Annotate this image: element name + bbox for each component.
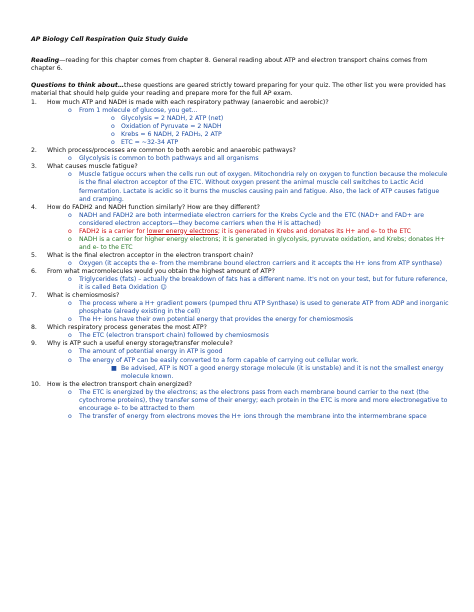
answer-item: o Glycolysis is common to both pathways and all organisms [68,155,259,163]
question-text: What is chemiosmosis? [47,292,120,300]
answer-item: o Muscle fatigue occurs when the cells run out of oxygen. Mitochondria rely on oxygen to function because the molecule is the final electron acceptor of the ETC. Without oxygen present the animal muscle cell switches to Lactic Acid fermentation. Lactate is acidic so it burns the muscles causing pain and fatigue. Also, the lack of ATP causes fatigue and cramping. [68,171,448,203]
question-text: How do FADH2 and NADH function similarly? How are they different? [47,203,260,211]
underlined-phrase: lower energy electrons [146,227,218,235]
answer-subitem: ■ Be advised, ATP is NOT a good energy storage molecule (it is unstable) and it is not the smallest energy molecule known. [111,364,444,380]
bullet-icon: o [68,235,72,243]
answer-item: o The H+ ions have their own potential energy that provides the energy for chemiosmosis [68,316,354,324]
bullet-icon: o [68,348,72,356]
bullet-icon: o [68,259,72,267]
questions-intro-paragraph [31,82,449,98]
answer-item: o Oxygen (it accepts the e- from the membrane bound electron carriers and it accepts the H+ ions from ATP synthase) [68,259,443,267]
bullet-icon: o [68,316,72,324]
answer-item: o The transfer of energy from electrons moves the H+ ions through the membrane into the intermembrane space [68,412,427,420]
reading-label: Reading [31,57,60,64]
bullet-icon: o [68,276,72,284]
answer-item: o The energy of ATP can be easily converted to a form capable of carrying out cellular work. [68,356,359,364]
answer-subitem: o ETC = ~32-34 ATP [111,139,179,147]
bullet-icon: o [68,171,72,179]
bullet-icon: o [68,388,72,396]
question-text: How is the electron transport chain energized? [47,380,192,388]
answer-item: o NADH and FADH2 are both intermediate electron carriers for the Krebs Cycle and the ETC (NAD+ and FAD+ are considered electron acceptors—they become carriers when the H is attached) [68,211,424,227]
answer-item: o The ETC is energized by the electrons; as the electrons pass from each membrane bound carrier to the next (the cytochrome proteins), they transfer some of their energy; each protein in the ETC is more and more electronegative to encourage e- to be attracted to them [68,388,448,412]
bullet-icon: o [111,131,115,139]
answer-item: o From 1 molecule of glucose, you get… [68,107,198,115]
reading-text: —reading for this chapter comes from chapter 8. General reading about ATP and electron transport chains comes from chapter 6. [31,57,428,73]
question-4: 4. How do FADH2 and NADH function similarly? How are they different? [31,203,260,211]
bullet-icon: o [68,227,72,235]
question-text: What is the final electron acceptor in the electron transport chain? [47,251,254,259]
questions-intro-text: these questions are geared strictly toward preparing for your quiz. The other list you were provided has material that should help guide your reading and prepare more for the full AP exam. [31,82,446,98]
question-6: 6. From what macromolecules would you obtain the highest amount of ATP? [31,267,275,275]
question-9: 9. Why is ATP such a useful energy storage/transfer molecule? [31,340,233,348]
question-8: 8. Which respiratory process generates the most ATP? [31,324,207,332]
question-list [31,99,451,421]
bullet-icon: o [111,123,115,131]
bullet-icon: o [111,139,115,147]
answer-item: o NADH is a carrier for higher energy electrons; it is generated in glycolysis, pyruvate oxidation, and Krebs; donates H+ and e- to the ETC [68,235,445,251]
answer-item: o The process where a H+ gradient powers (pumped thru ATP Synthase) is used to generate ATP from ADP and inorganic phosphate (already existing in the cell) [68,300,449,316]
question-3: 3. What causes muscle fatigue? [31,163,138,171]
bullet-icon: o [68,211,72,219]
bullet-icon: o [68,332,72,340]
question-1: 1. How much ATP and NADH is made with each respiratory pathway (anaerobic and aerobic)? [31,99,329,106]
question-10: 10. How is the electron transport chain energized? [31,380,192,388]
question-text: From what macromolecules would you obtain the highest amount of ATP? [47,267,275,275]
bullet-icon: o [68,300,72,308]
answer-item: o Triglycerides (fats) – actually the breakdown of fats has a different name. It's not on your test, but for future reference, it is called Beta Oxidation ☺ [68,276,448,292]
bullet-icon: o [68,155,72,163]
question-2: 2. Which process/processes are common to both aerobic and anaerobic pathways? [31,147,296,155]
bullet-icon: ■ [111,364,117,372]
answer-item: o The ETC (electron transport chain) followed by chemiosmosis [68,332,269,340]
question-7: 7. What is chemiosmosis? [31,292,120,300]
answer-subitem: o Krebs = 6 NADH, 2 FADH₂, 2 ATP [111,131,222,139]
bullet-icon: o [68,356,72,364]
bullet-icon: o [111,115,115,123]
answer-subitem: o Glycolysis = 2 NADH, 2 ATP (net) [111,115,224,123]
bullet-icon: o [68,107,72,115]
questions-intro-label: Questions to think about… [31,82,125,89]
question-text: What causes muscle fatigue? [47,163,138,171]
question-text: How much ATP and NADH is made with each respiratory pathway (anaerobic and aerobic)? [47,99,329,106]
answer-item: o FADH2 is a carrier for lower energy electrons; it is generated in Krebs and donates its H+ and e- to the ETC [68,227,411,235]
answer-subitem: o Oxidation of Pyruvate = 2 NADH [111,123,222,131]
answer-item: o The amount of potential energy in ATP is good [68,348,223,356]
question-text: Why is ATP such a useful energy storage/transfer molecule? [47,340,233,348]
reading-paragraph [31,57,449,73]
question-text: Which process/processes are common to both aerobic and anaerobic pathways? [47,147,296,155]
page-title: AP Biology Cell Respiration Quiz Study Guide [31,36,188,43]
bullet-icon: o [68,412,72,420]
question-text: Which respiratory process generates the most ATP? [47,324,207,332]
question-5: 5. What is the final electron acceptor in the electron transport chain? [31,251,254,259]
